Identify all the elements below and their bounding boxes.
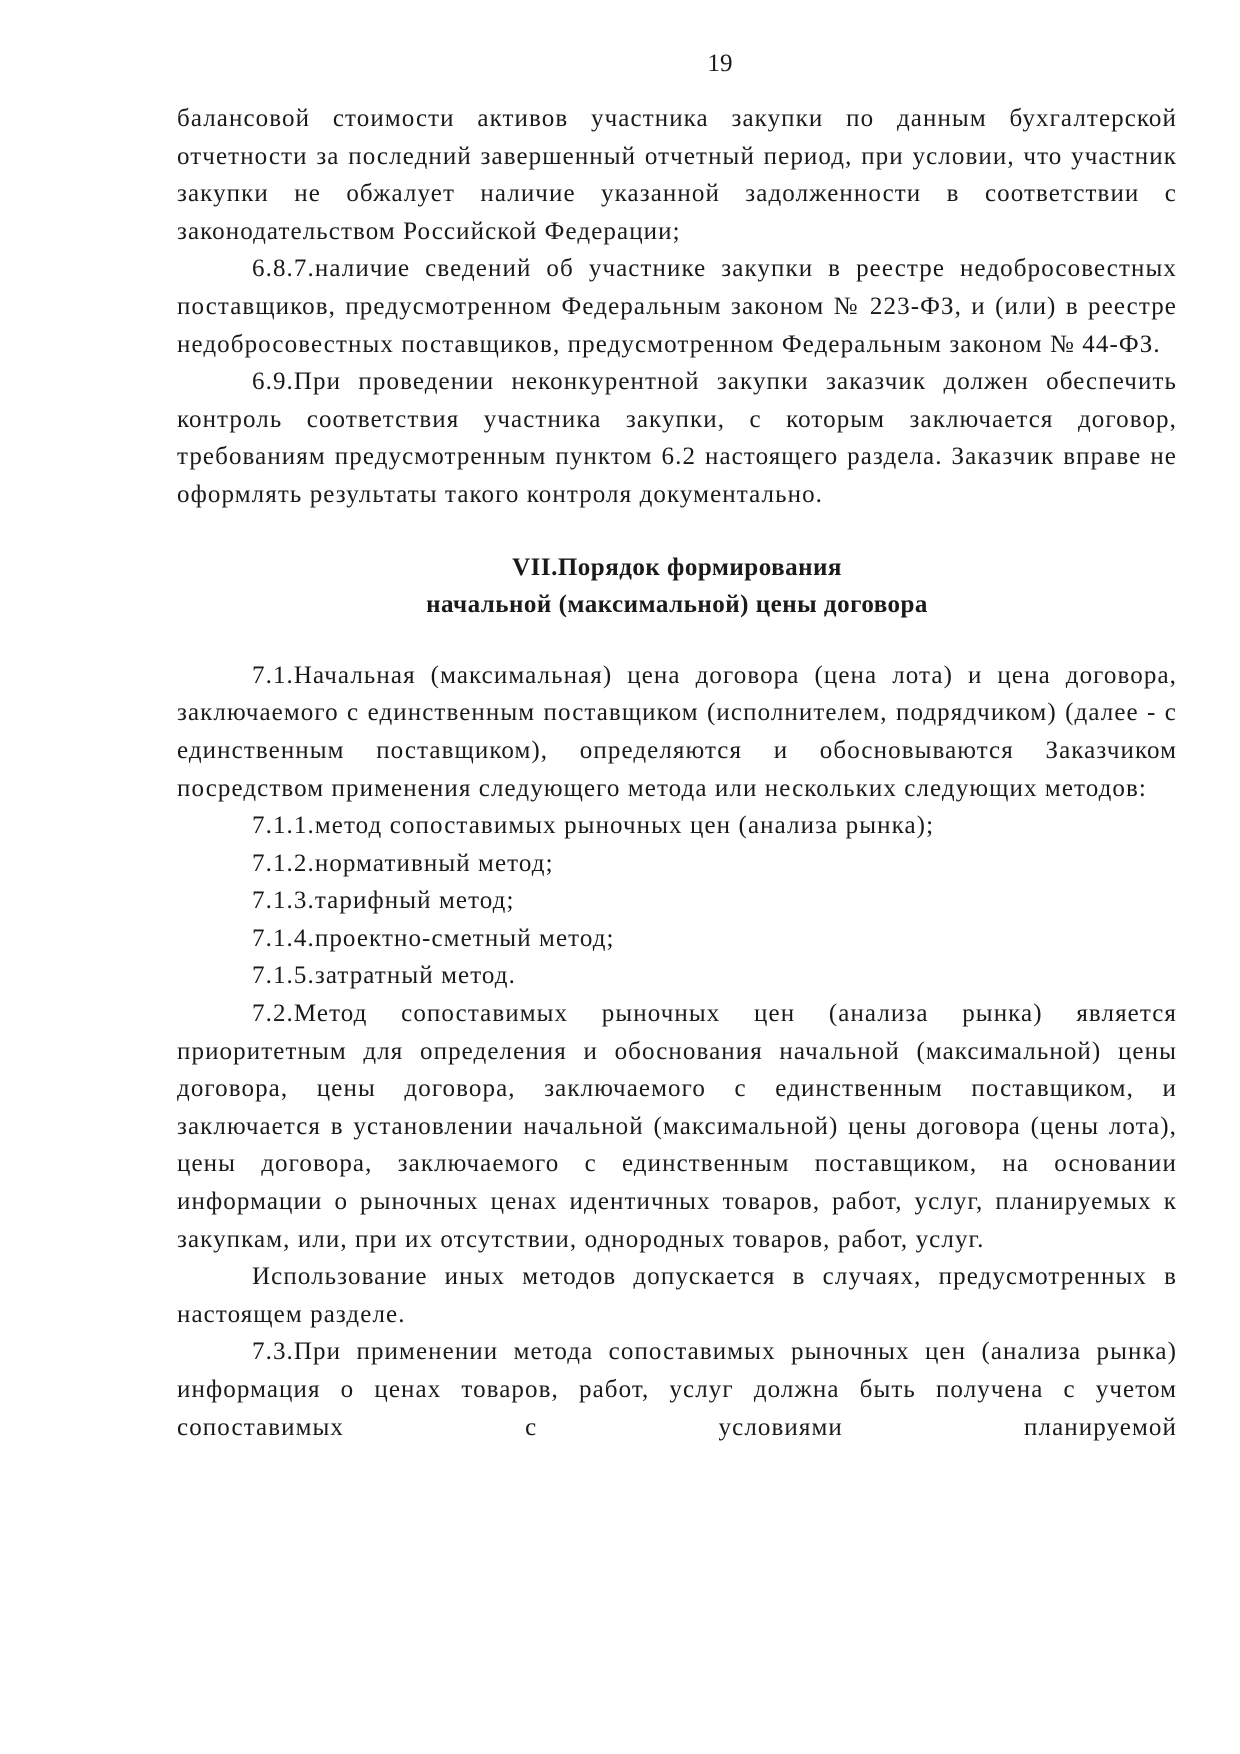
section-heading-line-1: VII.Порядок формирования — [512, 553, 842, 581]
paragraph-6-8-7: 6.8.7.наличие сведений об участнике закупки в реестре недобросовестных поставщиков, предусмотренном Федеральным законом № 223-ФЗ, и (или) в реестре недобросовестных поставщиков, предусмотренном Федеральным законом № 44-ФЗ. — [177, 255, 1177, 358]
method-item: 7.1.4.проектно-сметный метод; — [252, 924, 615, 952]
document-body — [177, 100, 1177, 1446]
section-heading — [177, 549, 1177, 624]
method-item: 7.1.2.нормативный метод; — [252, 849, 554, 877]
method-item: 7.1.5.затратный метод. — [252, 962, 516, 990]
paragraph-other-methods: Использование иных методов допускается в случаях, предусмотренных в настоящем разделе. — [177, 1263, 1177, 1328]
section-heading-line-2: начальной (максимальной) цены договора — [426, 591, 928, 619]
paragraph-6-9: 6.9.При проведении неконкурентной закупки заказчик должен обеспечить контроль соответствия участника закупки, с которым заключается договор, требованиям предусмотренным пунктом 6.2 настоящего раздела. Заказчик вправе не оформлять результаты такого контроля документально. — [177, 368, 1177, 508]
paragraph-7-1: 7.1.Начальная (максимальная) цена договора (цена лота) и цена договора, заключаемого с единственным поставщиком (исполнителем, подрядчиком) (далее - с единственным поставщиком), определяются и обосновываются Заказчиком посредством применения следующего метода или нескольких следующих методов: — [177, 661, 1177, 802]
paragraph-7-3: 7.3.При применении метода сопоставимых рыночных цен (анализа рынка) информация о ценах товаров, работ, услуг должна быть получена с учетом сопоставимых с условиями планируемой — [177, 1338, 1177, 1441]
intro-paragraph: балансовой стоимости активов участника закупки по данным бухгалтерской отчетности за последний завершенный отчетный период, при условии, что участник закупки не обжалует наличие указанной задолженности в соответствии с законодательством Российской Федерации; — [177, 105, 1177, 245]
method-item: 7.1.1.метод сопоставимых рыночных цен (анализа рынка); — [252, 812, 935, 840]
page-number: 19 — [707, 50, 733, 77]
paragraph-7-2: 7.2.Метод сопоставимых рыночных цен (анализа рынка) является приоритетным для определения и обоснования начальной (максимальной) цены договора, цены договора, заключаемого с единственным поставщиком, и заключается в установлении начальной (максимальной) цены договора (цены лота), цены договора, заключаемого с единственным поставщиком, на основании информации о рыночных ценах идентичных товаров, работ, услуг, планируемых к закупкам, или, при их отсутствии, однородных товаров, работ, услуг. — [177, 1000, 1177, 1253]
method-item: 7.1.3.тарифный метод; — [252, 887, 515, 915]
